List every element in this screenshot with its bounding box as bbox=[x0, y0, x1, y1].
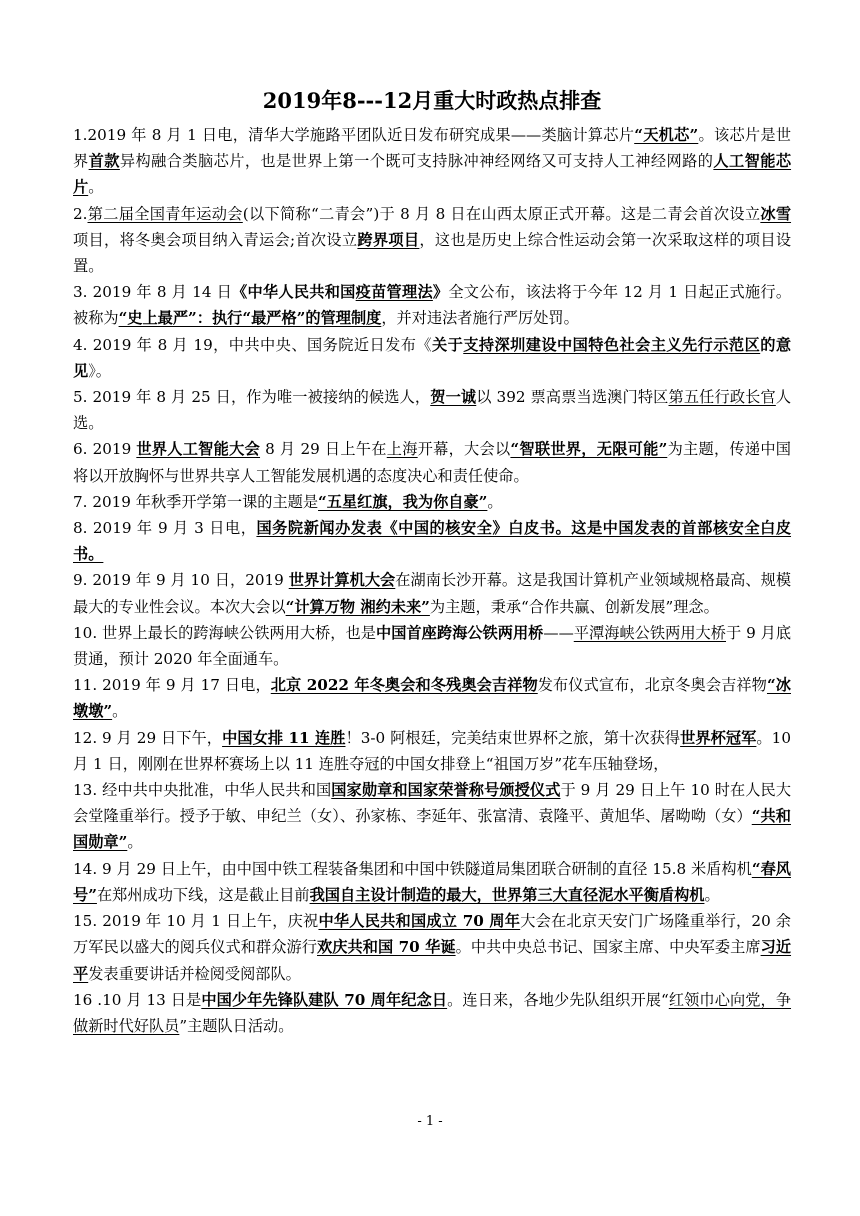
highlighted-text: 《中华人民共和国 bbox=[232, 283, 356, 302]
highlighted-text: 中国少年先锋队建队 70 周年纪念日 bbox=[201, 990, 448, 1009]
item-text: 4. 2019 年 8 月 19，中共中央、国务院近日发布《 bbox=[73, 335, 432, 354]
news-item bbox=[73, 567, 791, 619]
news-item bbox=[73, 620, 791, 672]
highlighted-text: “史上最严”：执行“最严格”的管理制度 bbox=[118, 309, 382, 328]
item-text: 。 bbox=[88, 178, 104, 197]
news-item bbox=[73, 725, 791, 777]
item-text: 》。 bbox=[88, 361, 111, 380]
highlighted-text: 世界杯冠军 bbox=[680, 728, 757, 747]
highlighted-text: “智联世界，无限可能” bbox=[510, 440, 668, 459]
highlighted-text: 中国首座跨海公铁两用桥 bbox=[375, 623, 544, 642]
item-text: 为主题，传递中国将以开放胸怀与世界共享人工智能发展机遇的态度决心和责任使命。 bbox=[73, 440, 791, 485]
item-text: 于 9 月底贯通，预计 2020 年全面通车。 bbox=[73, 623, 792, 669]
news-item bbox=[73, 279, 791, 331]
item-text: 5. 2019 年 8 月 25 日，作为唯一被接纳的候选人， bbox=[73, 388, 431, 407]
highlighted-text: 关于 bbox=[431, 335, 464, 354]
item-text: 7. 2019 年秋季开学第一课的主题是 bbox=[73, 492, 319, 511]
item-text: 11. 2019 年 9 月 17 日电， bbox=[73, 676, 271, 695]
highlighted-text: 第五任行政长官 bbox=[668, 388, 776, 407]
item-text: 人选。 bbox=[73, 388, 792, 433]
item-text: 大会在北京天安门广场隆重举行，20 余万军民以盛大的阅兵仪式和群众游行 bbox=[73, 912, 791, 957]
news-item bbox=[73, 672, 791, 724]
highlighted-text: “天机芯” bbox=[634, 126, 699, 144]
item-text: 8 月 29 日上午在 bbox=[260, 440, 387, 459]
highlighted-text: 的意见 bbox=[73, 335, 792, 380]
highlighted-text: 支持深圳建设中国特色社会主义先行示范区 bbox=[463, 335, 761, 354]
item-text: 3. 2019 年 8 月 14 日 bbox=[73, 283, 233, 302]
item-text: 12. 9 月 29 日下午， bbox=[73, 728, 223, 747]
item-text: 16 .10 月 13 日是 bbox=[73, 990, 202, 1009]
highlighted-text: 跨界项目 bbox=[357, 230, 420, 249]
item-text: ，这也是历史上综合性运动会第一次采取这样的项目设置。 bbox=[73, 230, 792, 276]
item-text: ”主题队日活动。 bbox=[179, 1016, 294, 1035]
item-text: 9. 2019 年 9 月 10 日，2019 bbox=[73, 571, 289, 590]
news-item bbox=[73, 489, 791, 515]
item-text: 8. 2019 年 9 月 3 日电， bbox=[73, 519, 257, 538]
item-text: 。 bbox=[704, 885, 720, 904]
highlighted-text: 中华人民共和国成立 70 周年 bbox=[318, 912, 521, 931]
item-text: 项目，将冬奥会项目纳入青运会;首次设立 bbox=[73, 230, 358, 249]
item-text: ，并对违法者施行严厉处罚。 bbox=[381, 309, 579, 328]
highlighted-text: “五星红旗，我为你自豪” bbox=[318, 492, 488, 511]
highlighted-text: 欢庆共和国 70 华诞 bbox=[317, 938, 456, 957]
document-page bbox=[73, 86, 791, 1039]
highlighted-text: 冰雪 bbox=[760, 204, 792, 223]
item-text: 10. 世界上最长的跨海峡公铁两用大桥，也是 bbox=[73, 623, 376, 642]
highlighted-text: 习近平 bbox=[73, 938, 792, 983]
item-text: 在湖南长沙开幕。这是我国计算机产业领域规格最高、规模最大的专业性会议。本次大会以 bbox=[73, 571, 792, 616]
item-text: 13. 经中共中央批准，中华人民共和国 bbox=[73, 781, 332, 800]
news-item bbox=[73, 987, 791, 1039]
item-text: 15. 2019 年 10 月 1 日上午，庆祝 bbox=[73, 912, 319, 931]
item-text: 以 392 票高票当选澳门特区 bbox=[476, 388, 669, 407]
highlighted-text: 国务院新闻办发表《中国的核安全》白皮书。这是中国发表的首部核安全白皮书。 bbox=[73, 519, 792, 564]
highlighted-text: 疫苗管理法 bbox=[355, 283, 433, 302]
highlighted-text: 世界人工智能大会 bbox=[136, 440, 261, 459]
highlighted-text: 人工智能芯片 bbox=[73, 152, 792, 197]
item-text: 。 bbox=[127, 833, 143, 852]
item-text: 异构融合类脑芯片，也是世界上第一个既可支持脉冲神经网络又可支持人工神经网路的 bbox=[119, 152, 714, 171]
item-text: 于 9 月 29 日上午 10 时在人民大会堂隆重举行。授予于敏、申纪兰（女）、孙家栋、李延年、张富清、袁隆平、黄旭华、屠呦呦（女） bbox=[73, 781, 792, 826]
highlighted-text: 首款 bbox=[88, 152, 120, 171]
highlighted-text: 北京 2022 年冬奥会和冬残奥会吉祥物 bbox=[270, 676, 538, 695]
news-item bbox=[73, 515, 791, 567]
highlighted-text: 》 bbox=[432, 283, 449, 302]
news-item bbox=[73, 332, 791, 384]
page-title: 2019年8---12月重大时政热点排查 bbox=[262, 88, 602, 113]
item-text: 。连日来，各地少先队组织开展“ bbox=[447, 990, 669, 1009]
highlighted-text: 第二届全国青年运动会 bbox=[87, 204, 243, 223]
highlighted-text: 贺一诚 bbox=[430, 388, 477, 407]
item-text: —— bbox=[543, 623, 574, 642]
item-text: 2. bbox=[73, 204, 88, 223]
news-item bbox=[73, 856, 791, 908]
highlighted-text: “冰墩墩” bbox=[73, 676, 791, 721]
item-text: 开幕，大会以 bbox=[417, 440, 511, 459]
news-item bbox=[73, 384, 791, 436]
item-text: 1.2019 年 8 月 1 日电，清华大学施路平团队近日发布研究成果——类脑计算芯片 bbox=[73, 126, 635, 144]
item-text: 发布仪式宣布，北京冬奥会吉祥物 bbox=[537, 676, 767, 695]
highlighted-text: 中国女排 11 连胜 bbox=[222, 728, 346, 747]
item-text: 全文公布，该法将于今年 12 月 1 日起正式施行。被称为 bbox=[73, 283, 792, 328]
item-text: 。中共中央总书记、国家主席、中央军委主席 bbox=[455, 938, 761, 957]
news-item bbox=[73, 777, 791, 856]
news-item bbox=[73, 201, 791, 280]
highlighted-text: 世界计算机大会 bbox=[288, 571, 396, 590]
item-text: ！3-0 阿根廷，完美结束世界杯之旅，第十次获得 bbox=[345, 728, 681, 747]
news-item bbox=[73, 436, 791, 488]
highlighted-text: 平潭海峡公铁两用大桥 bbox=[573, 623, 726, 642]
item-text: 。该芯片是世界 bbox=[73, 126, 792, 171]
highlighted-text: 国家勋章和国家荣誉称号颁授仪式 bbox=[331, 781, 561, 800]
page-number: - 1 - bbox=[417, 1114, 443, 1129]
item-text: 在郑州成功下线，这是截止目前 bbox=[96, 885, 310, 904]
news-item bbox=[73, 122, 791, 201]
highlighted-text: “计算万物 湘约未来” bbox=[285, 597, 430, 616]
item-text: 。10 月 1 日，刚刚在世界杯赛场上以 11 连胜夺冠的中国女排登上“祖国万岁”花车压轴登场， bbox=[73, 728, 791, 773]
item-text: 。 bbox=[112, 702, 128, 721]
highlighted-text: 红领巾心向党，争做新时代好队员 bbox=[73, 990, 792, 1035]
item-text: 。 bbox=[487, 492, 503, 511]
item-text: (以下简称“二青会”)于 8 月 8 日在山西太原正式开幕。这是二青会首次设立 bbox=[242, 204, 761, 223]
item-text: 14. 9 月 29 日上午，由中国中铁工程装备集团和中国中铁隧道局集团联合研制的直径 15.8 米盾构机 bbox=[73, 859, 752, 878]
highlighted-text: “共和国勋章” bbox=[73, 807, 791, 852]
highlighted-text: 我国自主设计制造的最大，世界第三大直径泥水平衡盾构机 bbox=[309, 885, 705, 904]
news-item bbox=[73, 908, 791, 987]
highlighted-text: 上海 bbox=[386, 440, 418, 459]
item-text: 发表重要讲话并检阅受阅部队。 bbox=[88, 964, 301, 983]
item-text: 6. 2019 bbox=[73, 440, 137, 459]
item-list bbox=[73, 122, 791, 1039]
highlighted-text: “春风号” bbox=[73, 859, 791, 904]
item-text: 为主题，秉承“合作共赢、创新发展”理念。 bbox=[429, 597, 719, 616]
